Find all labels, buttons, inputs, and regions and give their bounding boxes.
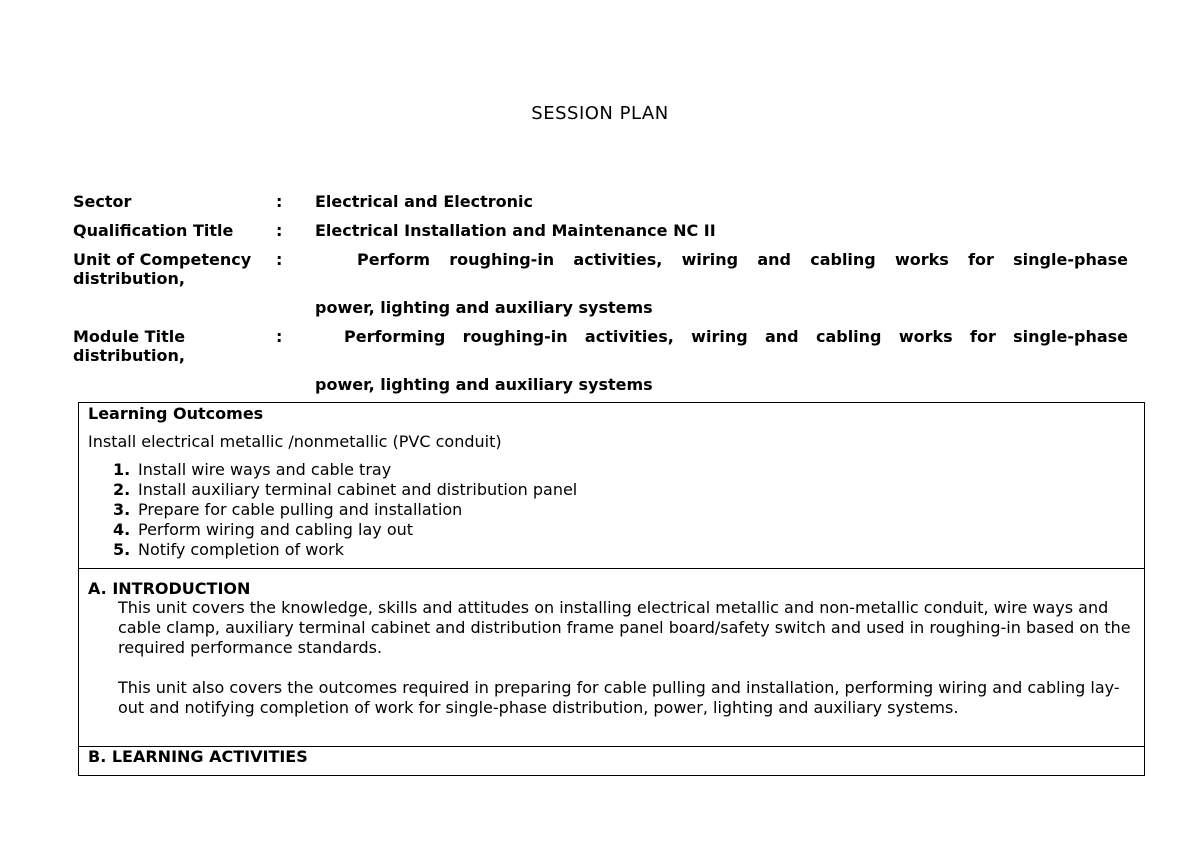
introduction-heading: A. INTRODUCTION — [88, 579, 251, 598]
learning-outcomes-list — [113, 460, 577, 560]
list-item: 1. Install wire ways and cable tray — [113, 460, 392, 479]
module-colon: : — [276, 327, 283, 346]
sector-label: Sector — [73, 192, 132, 211]
row-divider — [78, 568, 1145, 569]
module-label: Module Title — [73, 327, 186, 346]
unit-label: Unit of Competency — [73, 250, 252, 269]
introduction-paragraph-2: This unit also covers the outcomes required in preparing for cable pulling and installation, performing wiring and cabling lay-out and notifying completion of work for single-phase distribution, power, lighting and auxiliary systems. — [118, 678, 1120, 717]
unit-colon: : — [276, 250, 283, 269]
qualification-label: Qualification Title — [73, 221, 234, 240]
learning-outcomes-intro: Install electrical metallic /nonmetallic (PVC conduit) — [88, 432, 502, 451]
list-item: 4. Perform wiring and cabling lay out — [113, 520, 414, 539]
module-value-wrap: distribution, — [73, 346, 185, 365]
sector-value: Electrical and Electronic — [315, 192, 533, 211]
qualification-colon: : — [276, 221, 283, 240]
sector-colon: : — [276, 192, 283, 211]
unit-value-line1: Perform roughing-in activities, wiring and cabling works for single-phase — [357, 250, 1128, 269]
unit-value-wrap: distribution, — [73, 269, 185, 288]
unit-value-line2: power, lighting and auxiliary systems — [315, 298, 653, 317]
list-item: 2. Install auxiliary terminal cabinet and distribution panel — [113, 480, 578, 499]
learning-outcomes-heading: Learning Outcomes — [88, 404, 264, 423]
list-item: 5. Notify completion of work — [113, 540, 344, 559]
page-title: SESSION PLAN — [531, 103, 669, 124]
qualification-value: Electrical Installation and Maintenance NC II — [315, 221, 716, 240]
introduction-paragraph-1: This unit covers the knowledge, skills and attitudes on installing electrical metallic and non-metallic conduit, wire ways and cable clamp, auxiliary terminal cabinet and distribution frame panel board/safety switch and used in roughing-in based on the required performance standards. — [118, 598, 1131, 657]
learning-activities-heading: B. LEARNING ACTIVITIES — [88, 747, 308, 766]
module-value-line1: Performing roughing-in activities, wiring and cabling works for single-phase — [344, 327, 1128, 346]
module-value-line2: power, lighting and auxiliary systems — [315, 375, 653, 394]
list-item: 3. Prepare for cable pulling and installation — [113, 500, 463, 519]
